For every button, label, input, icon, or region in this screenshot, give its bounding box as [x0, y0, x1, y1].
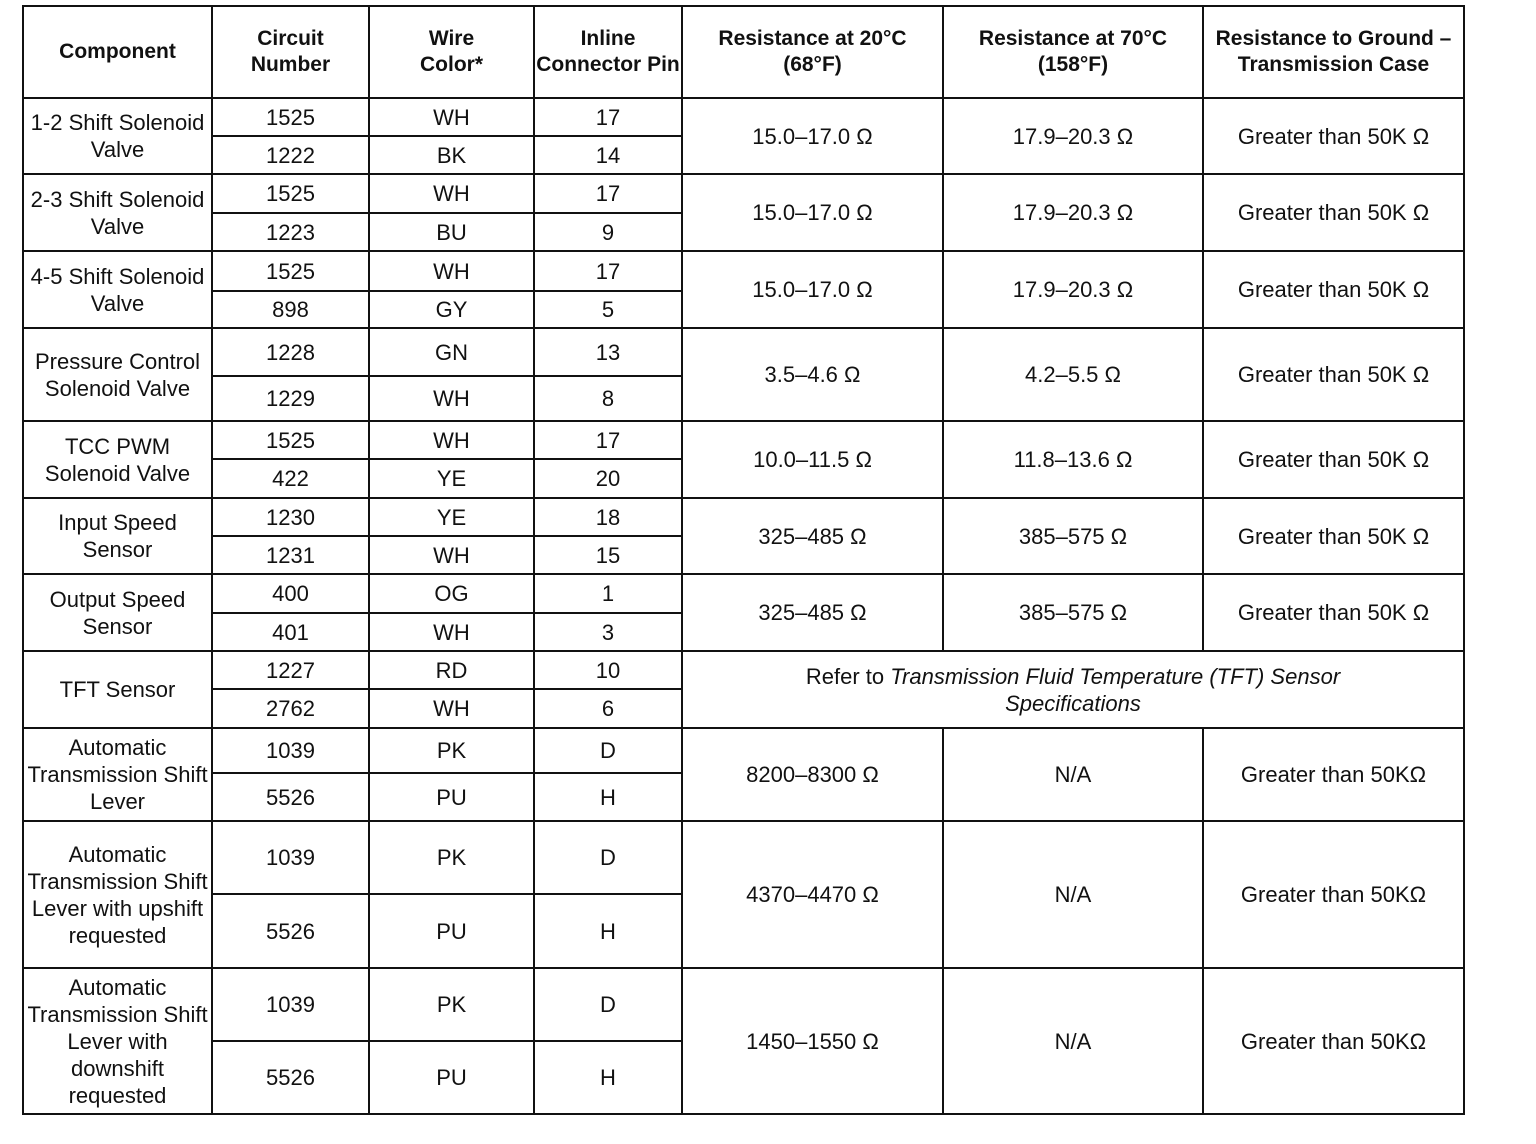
wire-color-cell: WH	[369, 536, 534, 574]
resistance-20c-cell: 1450–1550 Ω	[682, 968, 943, 1114]
resistance-20c-cell: 325–485 Ω	[682, 574, 943, 651]
connector-pin-cell: 18	[534, 498, 682, 536]
circuit-number-cell: 1231	[212, 536, 369, 574]
resistance-20c-cell: 8200–8300 Ω	[682, 728, 943, 821]
circuit-number-cell: 1223	[212, 213, 369, 251]
connector-pin-cell: 1	[534, 574, 682, 613]
resistance-70c-cell: 385–575 Ω	[943, 498, 1203, 574]
circuit-number-cell: 1525	[212, 421, 369, 459]
circuit-number-cell: 1227	[212, 651, 369, 689]
resistance-ground-cell: Greater than 50K Ω	[1203, 98, 1464, 174]
note-prefix: Refer to	[805, 663, 891, 689]
wire-color-cell: GY	[369, 291, 534, 328]
resistance-70c-cell: 11.8–13.6 Ω	[943, 421, 1203, 498]
header-resistance-20c: Resistance at 20°C (68°F)	[682, 6, 943, 98]
connector-pin-cell: D	[534, 821, 682, 894]
component-cell: Pressure Control Solenoid Valve	[23, 328, 212, 421]
wire-color-cell: RD	[369, 651, 534, 689]
component-cell: Input Speed Sensor	[23, 498, 212, 574]
resistance-70c-cell: 17.9–20.3 Ω	[943, 174, 1203, 251]
resistance-ground-cell: Greater than 50K Ω	[1203, 174, 1464, 251]
connector-pin-cell: 17	[534, 174, 682, 213]
circuit-number-cell: 401	[212, 613, 369, 651]
connector-pin-cell: H	[534, 894, 682, 968]
resistance-70c-cell: 385–575 Ω	[943, 574, 1203, 651]
header-circuit-number: Circuit Number	[212, 6, 369, 98]
wire-color-cell: WH	[369, 98, 534, 136]
table-row	[23, 251, 1464, 291]
resistance-ground-cell: Greater than 50K Ω	[1203, 328, 1464, 421]
wire-color-cell: PU	[369, 1041, 534, 1114]
connector-pin-cell: 13	[534, 328, 682, 376]
circuit-number-cell: 5526	[212, 773, 369, 821]
resistance-ground-cell: Greater than 50KΩ	[1203, 968, 1464, 1114]
table-row	[23, 651, 1464, 689]
connector-pin-cell: 9	[534, 213, 682, 251]
wire-color-cell: BU	[369, 213, 534, 251]
header-wire-color: Wire Color*	[369, 6, 534, 98]
connector-pin-cell: 8	[534, 376, 682, 421]
reference-note-cell	[682, 651, 1464, 728]
connector-pin-cell: 17	[534, 421, 682, 459]
component-cell: Output Speed Sensor	[23, 574, 212, 651]
wire-color-cell: PK	[369, 968, 534, 1041]
wire-color-cell: PU	[369, 894, 534, 968]
wire-color-cell: WH	[369, 421, 534, 459]
component-cell: 2-3 Shift Solenoid Valve	[23, 174, 212, 251]
resistance-70c-cell: 17.9–20.3 Ω	[943, 98, 1203, 174]
component-cell: Automatic Transmission Shift Lever with downshift requested	[23, 968, 212, 1114]
wire-color-cell: WH	[369, 376, 534, 421]
connector-pin-cell: 14	[534, 136, 682, 174]
resistance-70c-cell: N/A	[943, 821, 1203, 968]
component-cell: TFT Sensor	[23, 651, 212, 728]
resistance-ground-cell: Greater than 50K Ω	[1203, 251, 1464, 328]
resistance-20c-cell: 15.0–17.0 Ω	[682, 251, 943, 328]
component-cell: 1-2 Shift Solenoid Valve	[23, 98, 212, 174]
header-connector-pin: Inline Connector Pin	[534, 6, 682, 98]
table-row	[23, 174, 1464, 213]
wire-color-cell: WH	[369, 174, 534, 213]
circuit-number-cell: 1525	[212, 174, 369, 213]
note-reference-title: Transmission Fluid Temperature (TFT) Sensor Specifications	[890, 663, 1341, 716]
circuit-number-cell: 1525	[212, 98, 369, 136]
table-row	[23, 574, 1464, 613]
resistance-20c-cell: 15.0–17.0 Ω	[682, 98, 943, 174]
connector-pin-cell: H	[534, 1041, 682, 1114]
wire-color-cell: YE	[369, 459, 534, 498]
connector-pin-cell: 5	[534, 291, 682, 328]
circuit-number-cell: 5526	[212, 894, 369, 968]
resistance-20c-cell: 4370–4470 Ω	[682, 821, 943, 968]
circuit-number-cell: 1230	[212, 498, 369, 536]
resistance-ground-cell: Greater than 50KΩ	[1203, 821, 1464, 968]
resistance-20c-cell: 3.5–4.6 Ω	[682, 328, 943, 421]
connector-pin-cell: H	[534, 773, 682, 821]
circuit-number-cell: 400	[212, 574, 369, 613]
connector-pin-cell: 10	[534, 651, 682, 689]
component-cell: 4-5 Shift Solenoid Valve	[23, 251, 212, 328]
circuit-number-cell: 1039	[212, 821, 369, 894]
wire-color-cell: PK	[369, 821, 534, 894]
wire-color-cell: OG	[369, 574, 534, 613]
resistance-70c-cell: 4.2–5.5 Ω	[943, 328, 1203, 421]
connector-pin-cell: 20	[534, 459, 682, 498]
table-row	[23, 328, 1464, 376]
circuit-number-cell: 422	[212, 459, 369, 498]
resistance-20c-cell: 10.0–11.5 Ω	[682, 421, 943, 498]
connector-pin-cell: 15	[534, 536, 682, 574]
resistance-20c-cell: 15.0–17.0 Ω	[682, 174, 943, 251]
table-row	[23, 98, 1464, 136]
wiring-spec-table	[22, 5, 1465, 1115]
resistance-70c-cell: N/A	[943, 728, 1203, 821]
wire-color-cell: PK	[369, 728, 534, 773]
header-row	[23, 6, 1464, 98]
header-component: Component	[23, 6, 212, 98]
circuit-number-cell: 1039	[212, 728, 369, 773]
wire-color-cell: WH	[369, 689, 534, 728]
table-row	[23, 498, 1464, 536]
table-row	[23, 728, 1464, 773]
connector-pin-cell: 3	[534, 613, 682, 651]
connector-pin-cell: D	[534, 728, 682, 773]
resistance-70c-cell: 17.9–20.3 Ω	[943, 251, 1203, 328]
circuit-number-cell: 1039	[212, 968, 369, 1041]
circuit-number-cell: 5526	[212, 1041, 369, 1114]
circuit-number-cell: 1228	[212, 328, 369, 376]
connector-pin-cell: 6	[534, 689, 682, 728]
table-row	[23, 421, 1464, 459]
wire-color-cell: PU	[369, 773, 534, 821]
resistance-70c-cell: N/A	[943, 968, 1203, 1114]
circuit-number-cell: 2762	[212, 689, 369, 728]
circuit-number-cell: 1222	[212, 136, 369, 174]
wire-color-cell: WH	[369, 613, 534, 651]
connector-pin-cell: 17	[534, 98, 682, 136]
wire-color-cell: WH	[369, 251, 534, 291]
resistance-ground-cell: Greater than 50K Ω	[1203, 574, 1464, 651]
wire-color-cell: BK	[369, 136, 534, 174]
component-cell: Automatic Transmission Shift Lever	[23, 728, 212, 821]
circuit-number-cell: 898	[212, 291, 369, 328]
table-row	[23, 821, 1464, 894]
connector-pin-cell: 17	[534, 251, 682, 291]
header-resistance-ground: Resistance to Ground – Transmission Case	[1203, 6, 1464, 98]
component-cell: TCC PWM Solenoid Valve	[23, 421, 212, 498]
resistance-ground-cell: Greater than 50K Ω	[1203, 421, 1464, 498]
component-cell: Automatic Transmission Shift Lever with upshift requested	[23, 821, 212, 968]
table-row	[23, 968, 1464, 1041]
circuit-number-cell: 1525	[212, 251, 369, 291]
connector-pin-cell: D	[534, 968, 682, 1041]
resistance-20c-cell: 325–485 Ω	[682, 498, 943, 574]
resistance-ground-cell: Greater than 50K Ω	[1203, 498, 1464, 574]
circuit-number-cell: 1229	[212, 376, 369, 421]
wire-color-cell: GN	[369, 328, 534, 376]
header-resistance-70c: Resistance at 70°C (158°F)	[943, 6, 1203, 98]
wire-color-cell: YE	[369, 498, 534, 536]
resistance-ground-cell: Greater than 50KΩ	[1203, 728, 1464, 821]
